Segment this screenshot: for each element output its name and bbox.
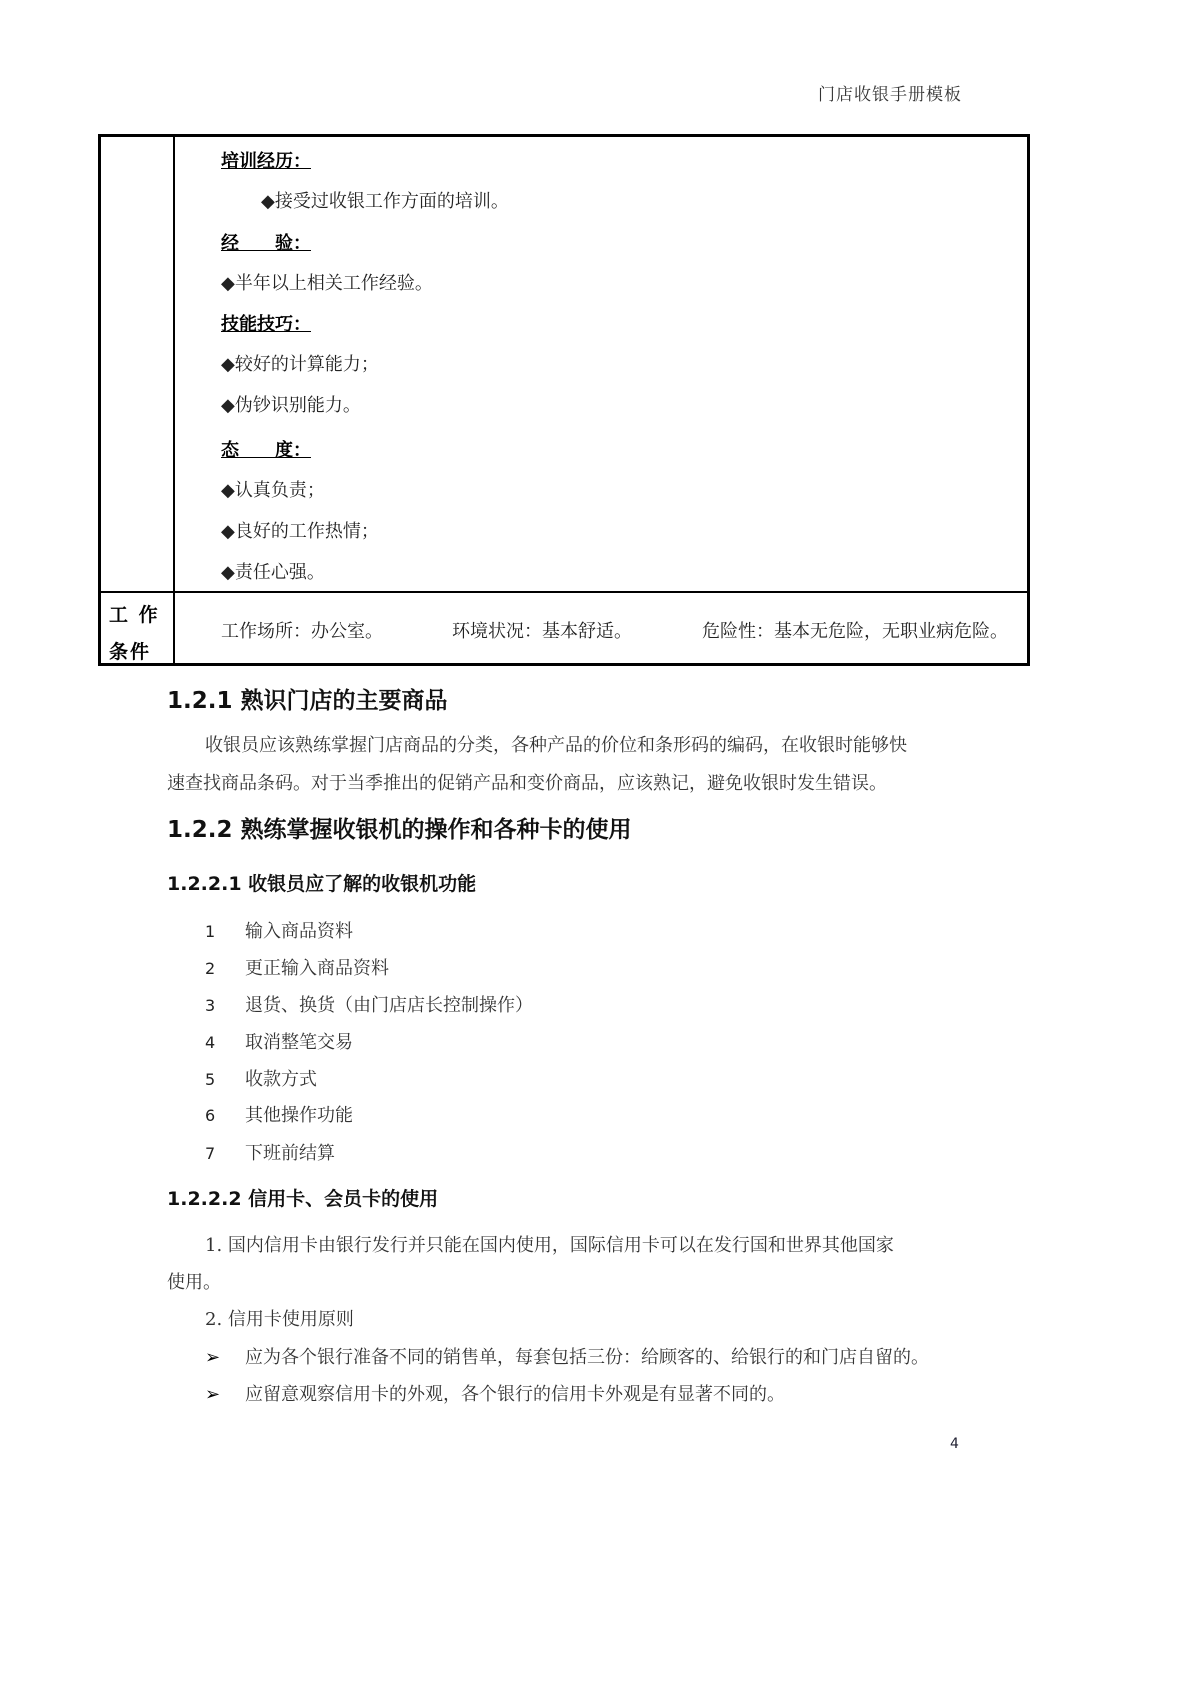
table-column-divider <box>173 137 175 663</box>
running-header: 门店收银手册模板 <box>818 85 962 105</box>
list-item: 2 更正输入商品资料 <box>205 958 389 979</box>
training-item: ◆接受过收银工作方面的培训。 <box>261 191 509 212</box>
experience-item: ◆半年以上相关工作经验。 <box>221 273 433 294</box>
section-heading-1-2-2: 1.2.2 熟练掌握收银机的操作和各种卡的使用 <box>167 817 632 843</box>
bullet-item: ➢ 应为各个银行准备不同的销售单，每套包括三份：给顾客的、给银行的和门店自留的。 <box>205 1347 929 1368</box>
attitude-heading: 态 度： <box>221 440 311 461</box>
work-environment: 环境状况：基本舒适。 <box>452 621 632 642</box>
attitude-item: ◆良好的工作热情； <box>221 521 379 542</box>
table-row-divider <box>101 591 1027 593</box>
bullet-item: ➢ 应留意观察信用卡的外观，各个银行的信用卡外观是有显著不同的。 <box>205 1384 785 1405</box>
paragraph-line: 1. 国内信用卡由银行发行并只能在国内使用，国际信用卡可以在发行国和世界其他国家 <box>205 1235 894 1256</box>
skills-heading: 技能技巧： <box>221 314 311 335</box>
section-heading-1-2-1: 1.2.1 熟识门店的主要商品 <box>167 688 448 714</box>
paragraph-line: 2. 信用卡使用原则 <box>205 1309 354 1330</box>
section-heading-1-2-2-2: 1.2.2.2 信用卡、会员卡的使用 <box>167 1188 439 1210</box>
conditions-label-line2: 条件 <box>109 641 152 663</box>
list-item: 7 下班前结算 <box>205 1143 335 1164</box>
experience-heading: 经 验： <box>221 233 311 254</box>
list-item: 5 收款方式 <box>205 1069 317 1090</box>
list-item: 4 取消整笔交易 <box>205 1032 353 1053</box>
paragraph-line: 收银员应该熟练掌握门店商品的分类，各种产品的价位和条形码的编码，在收银时能够快 <box>205 735 907 756</box>
section-heading-1-2-2-1: 1.2.2.1 收银员应了解的收银机功能 <box>167 873 477 895</box>
paragraph-line: 速查找商品条码。对于当季推出的促销产品和变价商品，应该熟记，避免收银时发生错误。 <box>167 773 887 794</box>
attitude-item: ◆责任心强。 <box>221 562 325 583</box>
arrow-bullet-icon: ➢ <box>205 1347 221 1368</box>
list-item: 1 输入商品资料 <box>205 921 353 942</box>
paragraph-line: 使用。 <box>167 1272 221 1293</box>
conditions-label-line1: 工 作 <box>109 604 160 626</box>
training-heading: 培训经历： <box>221 151 311 172</box>
attitude-item: ◆认真负责； <box>221 480 325 501</box>
work-place: 工作场所：办公室。 <box>221 621 383 642</box>
work-risk: 危险性：基本无危险，无职业病危险。 <box>702 621 1008 642</box>
skills-item: ◆伪钞识别能力。 <box>221 395 361 416</box>
list-item: 3 退货、换货（由门店店长控制操作） <box>205 995 533 1016</box>
page-number: 4 <box>950 1436 959 1452</box>
skills-item: ◆较好的计算能力； <box>221 354 379 375</box>
arrow-bullet-icon: ➢ <box>205 1384 221 1405</box>
list-item: 6 其他操作功能 <box>205 1105 353 1126</box>
job-requirements-table <box>98 134 1030 666</box>
